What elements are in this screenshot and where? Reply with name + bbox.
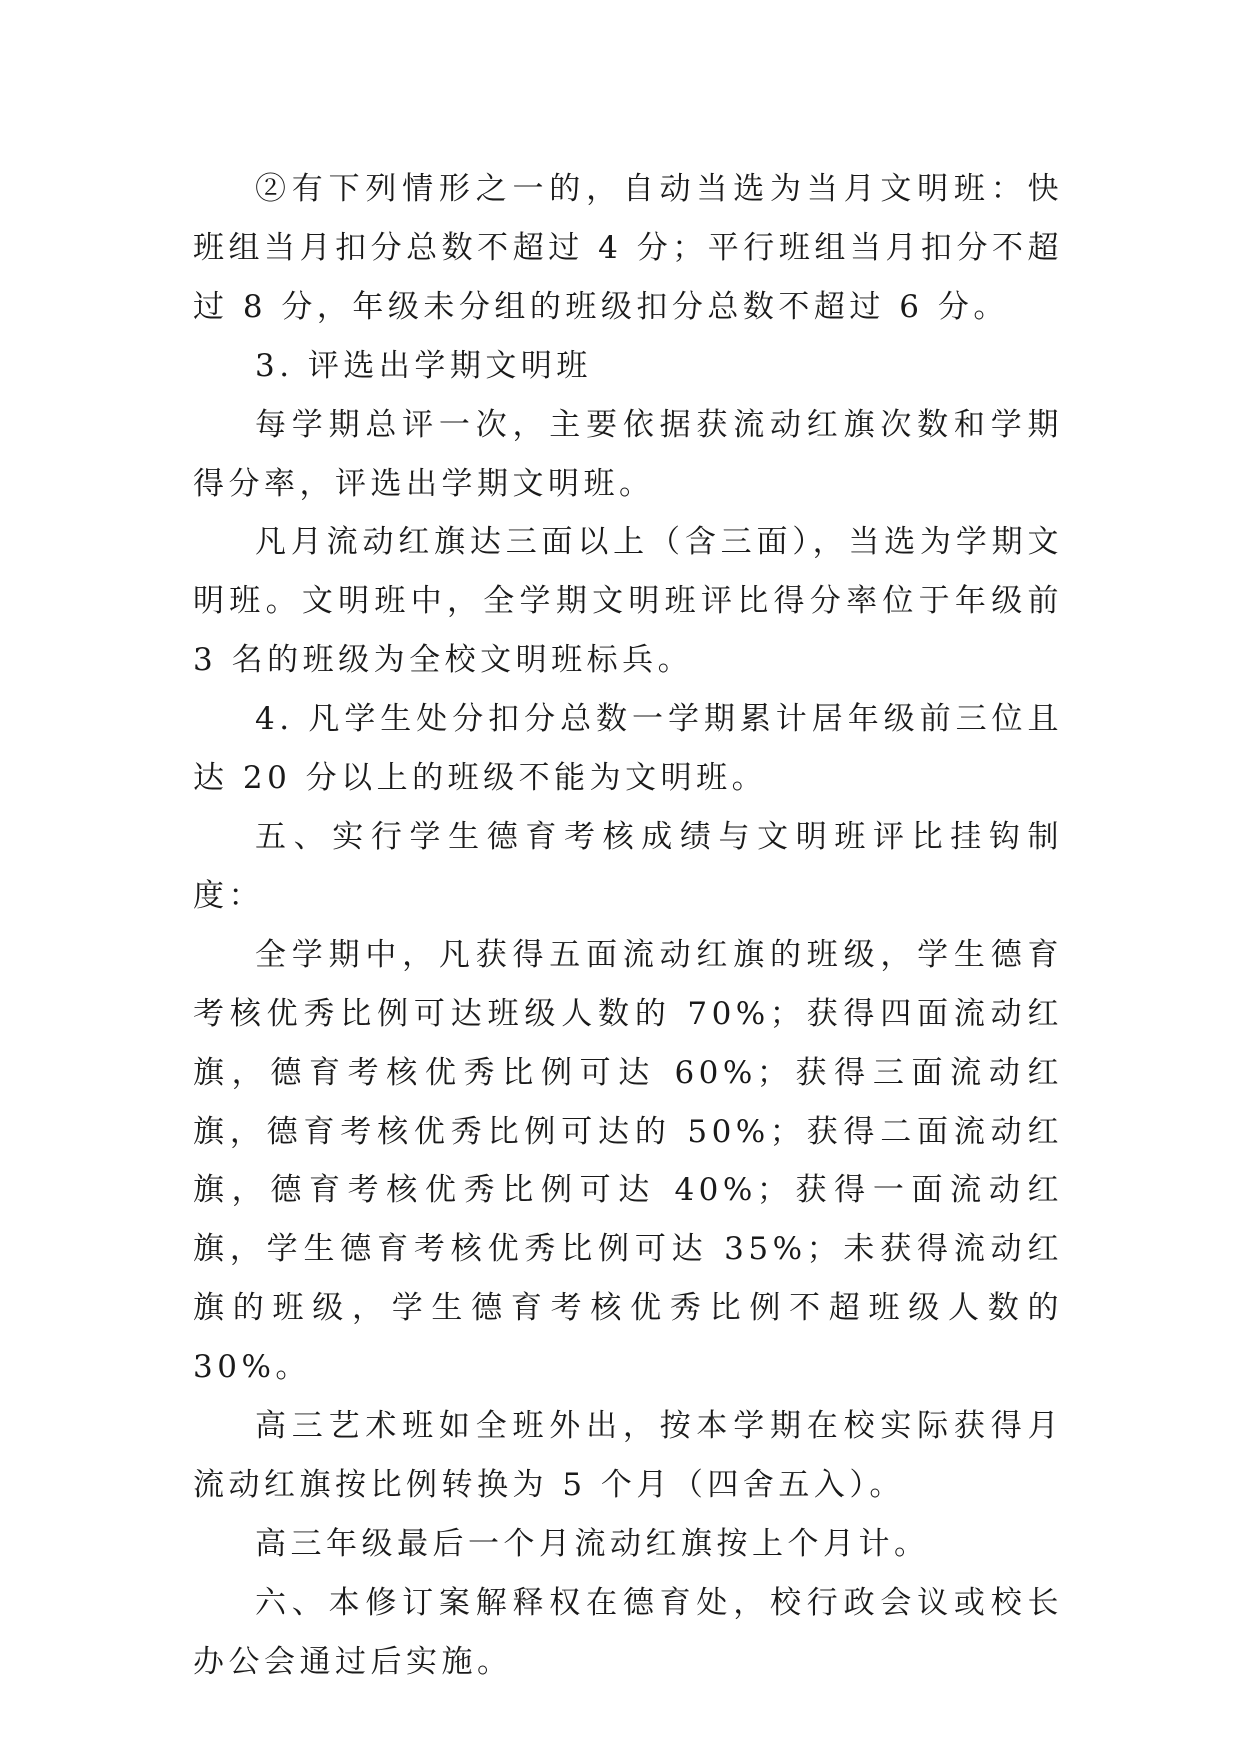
- paragraph-semester-evaluation: 每学期总评一次，主要依据获流动红旗次数和学期得分率，评选出学期文明班。: [193, 406, 1063, 502]
- paragraph-section-five-heading: 五、实行学生德育考核成绩与文明班评比挂钩制度：: [193, 818, 1063, 914]
- paragraph-section-six-interpretation: 六、本修订案解释权在德育处，校行政会议或校长办公会通过后实施。: [193, 1584, 1063, 1680]
- paragraph-heading-semester-selection: 3. 评选出学期文明班: [255, 347, 592, 384]
- paragraph-art-class-rule: 高三艺术班如全班外出，按本学期在校实际获得月流动红旗按比例转换为 5 个月（四舍五入）。: [193, 1408, 1063, 1503]
- paragraph-senior-final-month-rule: 高三年级最后一个月流动红旗按上个月计。: [255, 1525, 930, 1562]
- document-body: [193, 160, 1063, 1692]
- paragraph-disqualification-rule: 4. 凡学生处分扣分总数一学期累计居年级前三位且达 20 分以上的班级不能为文明班。: [193, 701, 1063, 797]
- paragraph-monthly-civilized-class-criteria: ②有下列情形之一的，自动当选为当月文明班：快班组当月扣分总数不超过 4 分；平行班组当月扣分不超过 8 分，年级未分组的班级扣分总数不超过 6 分。: [193, 171, 1063, 325]
- paragraph-excellence-ratio-rules: 全学期中，凡获得五面流动红旗的班级，学生德育考核优秀比例可达班级人数的 70%；获得四面流动红旗，德育考核优秀比例可达 60%；获得三面流动红旗，德育考核优秀比例可达的 50%；获得二面流动红旗，德育考核优秀比例可达 40%；获得一面流动红旗，学生德育考核优秀比例可达 35%；未获得流动红旗的班级，学生德育考核优秀比例不超班级人数的 30%。: [193, 936, 1063, 1386]
- paragraph-red-flag-threshold: 凡月流动红旗达三面以上（含三面），当选为学期文明班。文明班中，全学期文明班评比得分率位于年级前 3 名的班级为全校文明班标兵。: [193, 524, 1063, 679]
